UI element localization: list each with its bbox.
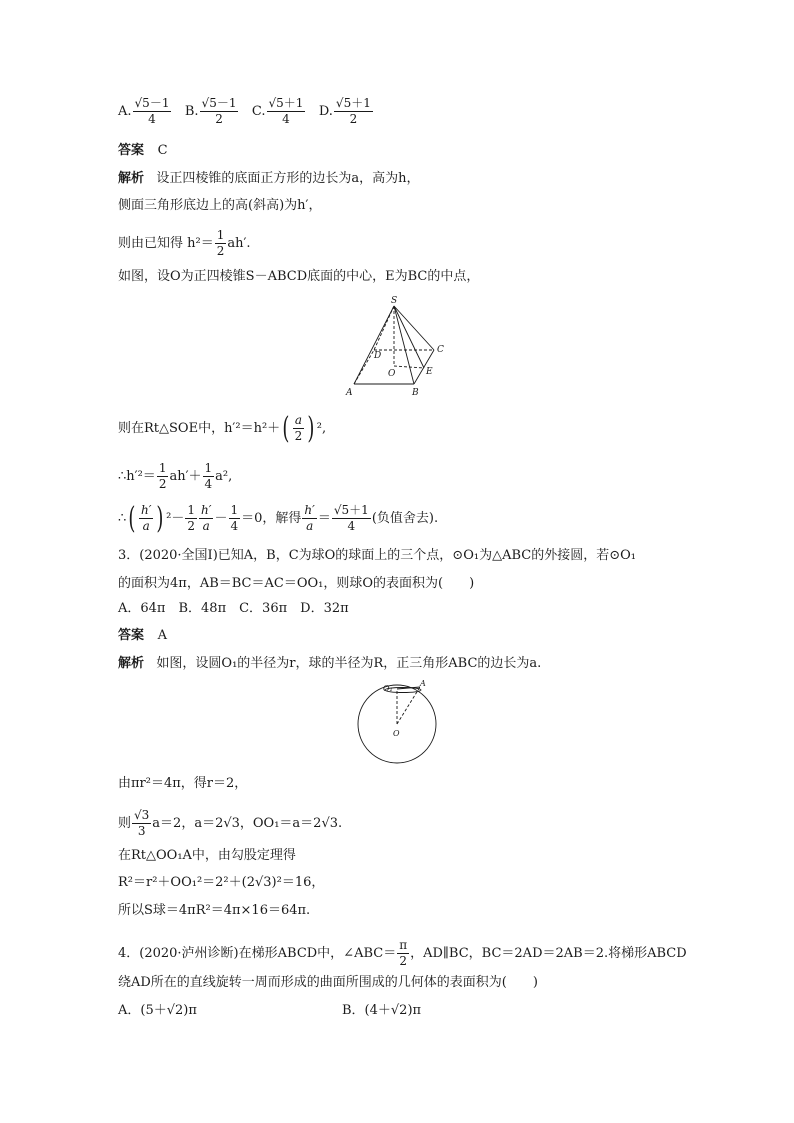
q2-option-d[interactable]: D. $\frac{√5+1}{2}$ xyxy=(318,96,371,126)
label-a: A xyxy=(420,679,426,688)
q4-option-a[interactable]: A．(5＋√2)π xyxy=(118,1003,197,1018)
q2-analysis-line1: 解析 设正四棱锥的底面正方形的边长为a，高为h， xyxy=(118,171,420,186)
q3-analysis-line2: 由πr²＝4π，得r＝2， xyxy=(118,776,248,791)
q2-analysis-line6: ∴h′²＝ $\frac{1}{2}$ ah′＋ $\frac{1}{4}$ a², xyxy=(118,461,233,491)
q3-analysis-line4: 在Rt△OO₁A中，由勾股定理得 xyxy=(118,848,296,863)
q3-analysis-line6: 所以S球＝4πR²＝4π×16＝64π. xyxy=(118,903,311,918)
q3-stem-line1: 3．(2020·全国Ⅰ)已知A，B，C为球O的球面上的三个点，⊙O₁为△ABC的外接圆，若⊙O₁ xyxy=(118,548,636,563)
label-o: O xyxy=(388,369,396,379)
q4-stem-line2: 绕AD所在的直线旋转一周而形成的曲面所围成的几何体的表面积为( ) xyxy=(118,975,538,990)
q3-analysis-line3: 则 $\frac{√3}{3}$ a＝2，a＝2√3，OO₁＝a＝2√3. xyxy=(118,808,343,838)
q4-option-b[interactable]: B．(4＋√2)π xyxy=(342,1003,422,1018)
label-e: E xyxy=(426,367,433,377)
label-o1: O₁ xyxy=(383,684,393,693)
label-c: C xyxy=(437,345,444,355)
q3-analysis-line1: 解析 如图，设圆O₁的半径为r，球的半径为R，正三角形ABC的边长为a. xyxy=(118,656,542,671)
label-s: S xyxy=(391,296,398,306)
sphere-figure xyxy=(350,676,446,768)
q2-analysis-line7: ∴( $\frac{h'}{a}$ ) ²－ $\frac{1}{2}$ $\frac{h'}{a}$ － $\frac{1}{4}$ ＝0，解得 $\frac{h'}{a}$ ＝ $\frac{√5+1}{4}$ (负值舍去). xyxy=(118,500,439,536)
q3-options[interactable]: A．64π B．48π C．36π D．32π xyxy=(118,601,349,616)
pyramid-figure xyxy=(340,292,460,402)
q2-option-c[interactable]: C. $\frac{√5+1}{4}$ xyxy=(251,96,304,126)
q3-analysis-line5: R²＝r²＋OO₁²＝2²＋(2√3)²＝16， xyxy=(118,875,325,890)
label-d: D xyxy=(374,351,382,361)
label-b: B xyxy=(412,388,419,398)
label-o: O xyxy=(393,729,400,738)
q2-answer: 答案 C xyxy=(118,143,168,158)
q2-analysis-line4: 如图，设O为正四棱锥S－ABCD底面的中心，E为BC的中点， xyxy=(118,269,480,284)
q2-options xyxy=(118,96,374,127)
q2-analysis-line3: 则由已知得 h²＝ $\frac{1}{2}$ ah′. xyxy=(118,228,251,258)
q3-answer: 答案 A xyxy=(118,628,167,643)
q2-analysis-line2: 侧面三角形底边上的高(斜高)为h′， xyxy=(118,198,322,213)
q4-stem-line1: 4．(2020·泸州诊断)在梯形ABCD中，∠ABC＝ $\frac{\pi}{2}$ ，AD∥BC，BC＝2AD＝2AB＝2.将梯形ABCD xyxy=(118,938,687,968)
q2-analysis-line5: 则在Rt△SOE中，h′²＝h²＋( $\frac{a}{2}$ ) ², xyxy=(118,410,327,446)
q3-stem-line2: 的面积为4π，AB＝BC＝AC＝OO₁，则球O的表面积为( ) xyxy=(118,576,475,591)
q2-option-a[interactable]: A. $\frac{√5-1}{4}$ xyxy=(118,96,170,126)
label-a: A xyxy=(346,388,353,398)
q2-option-b[interactable]: B. $\frac{√5-1}{2}$ xyxy=(184,96,237,126)
